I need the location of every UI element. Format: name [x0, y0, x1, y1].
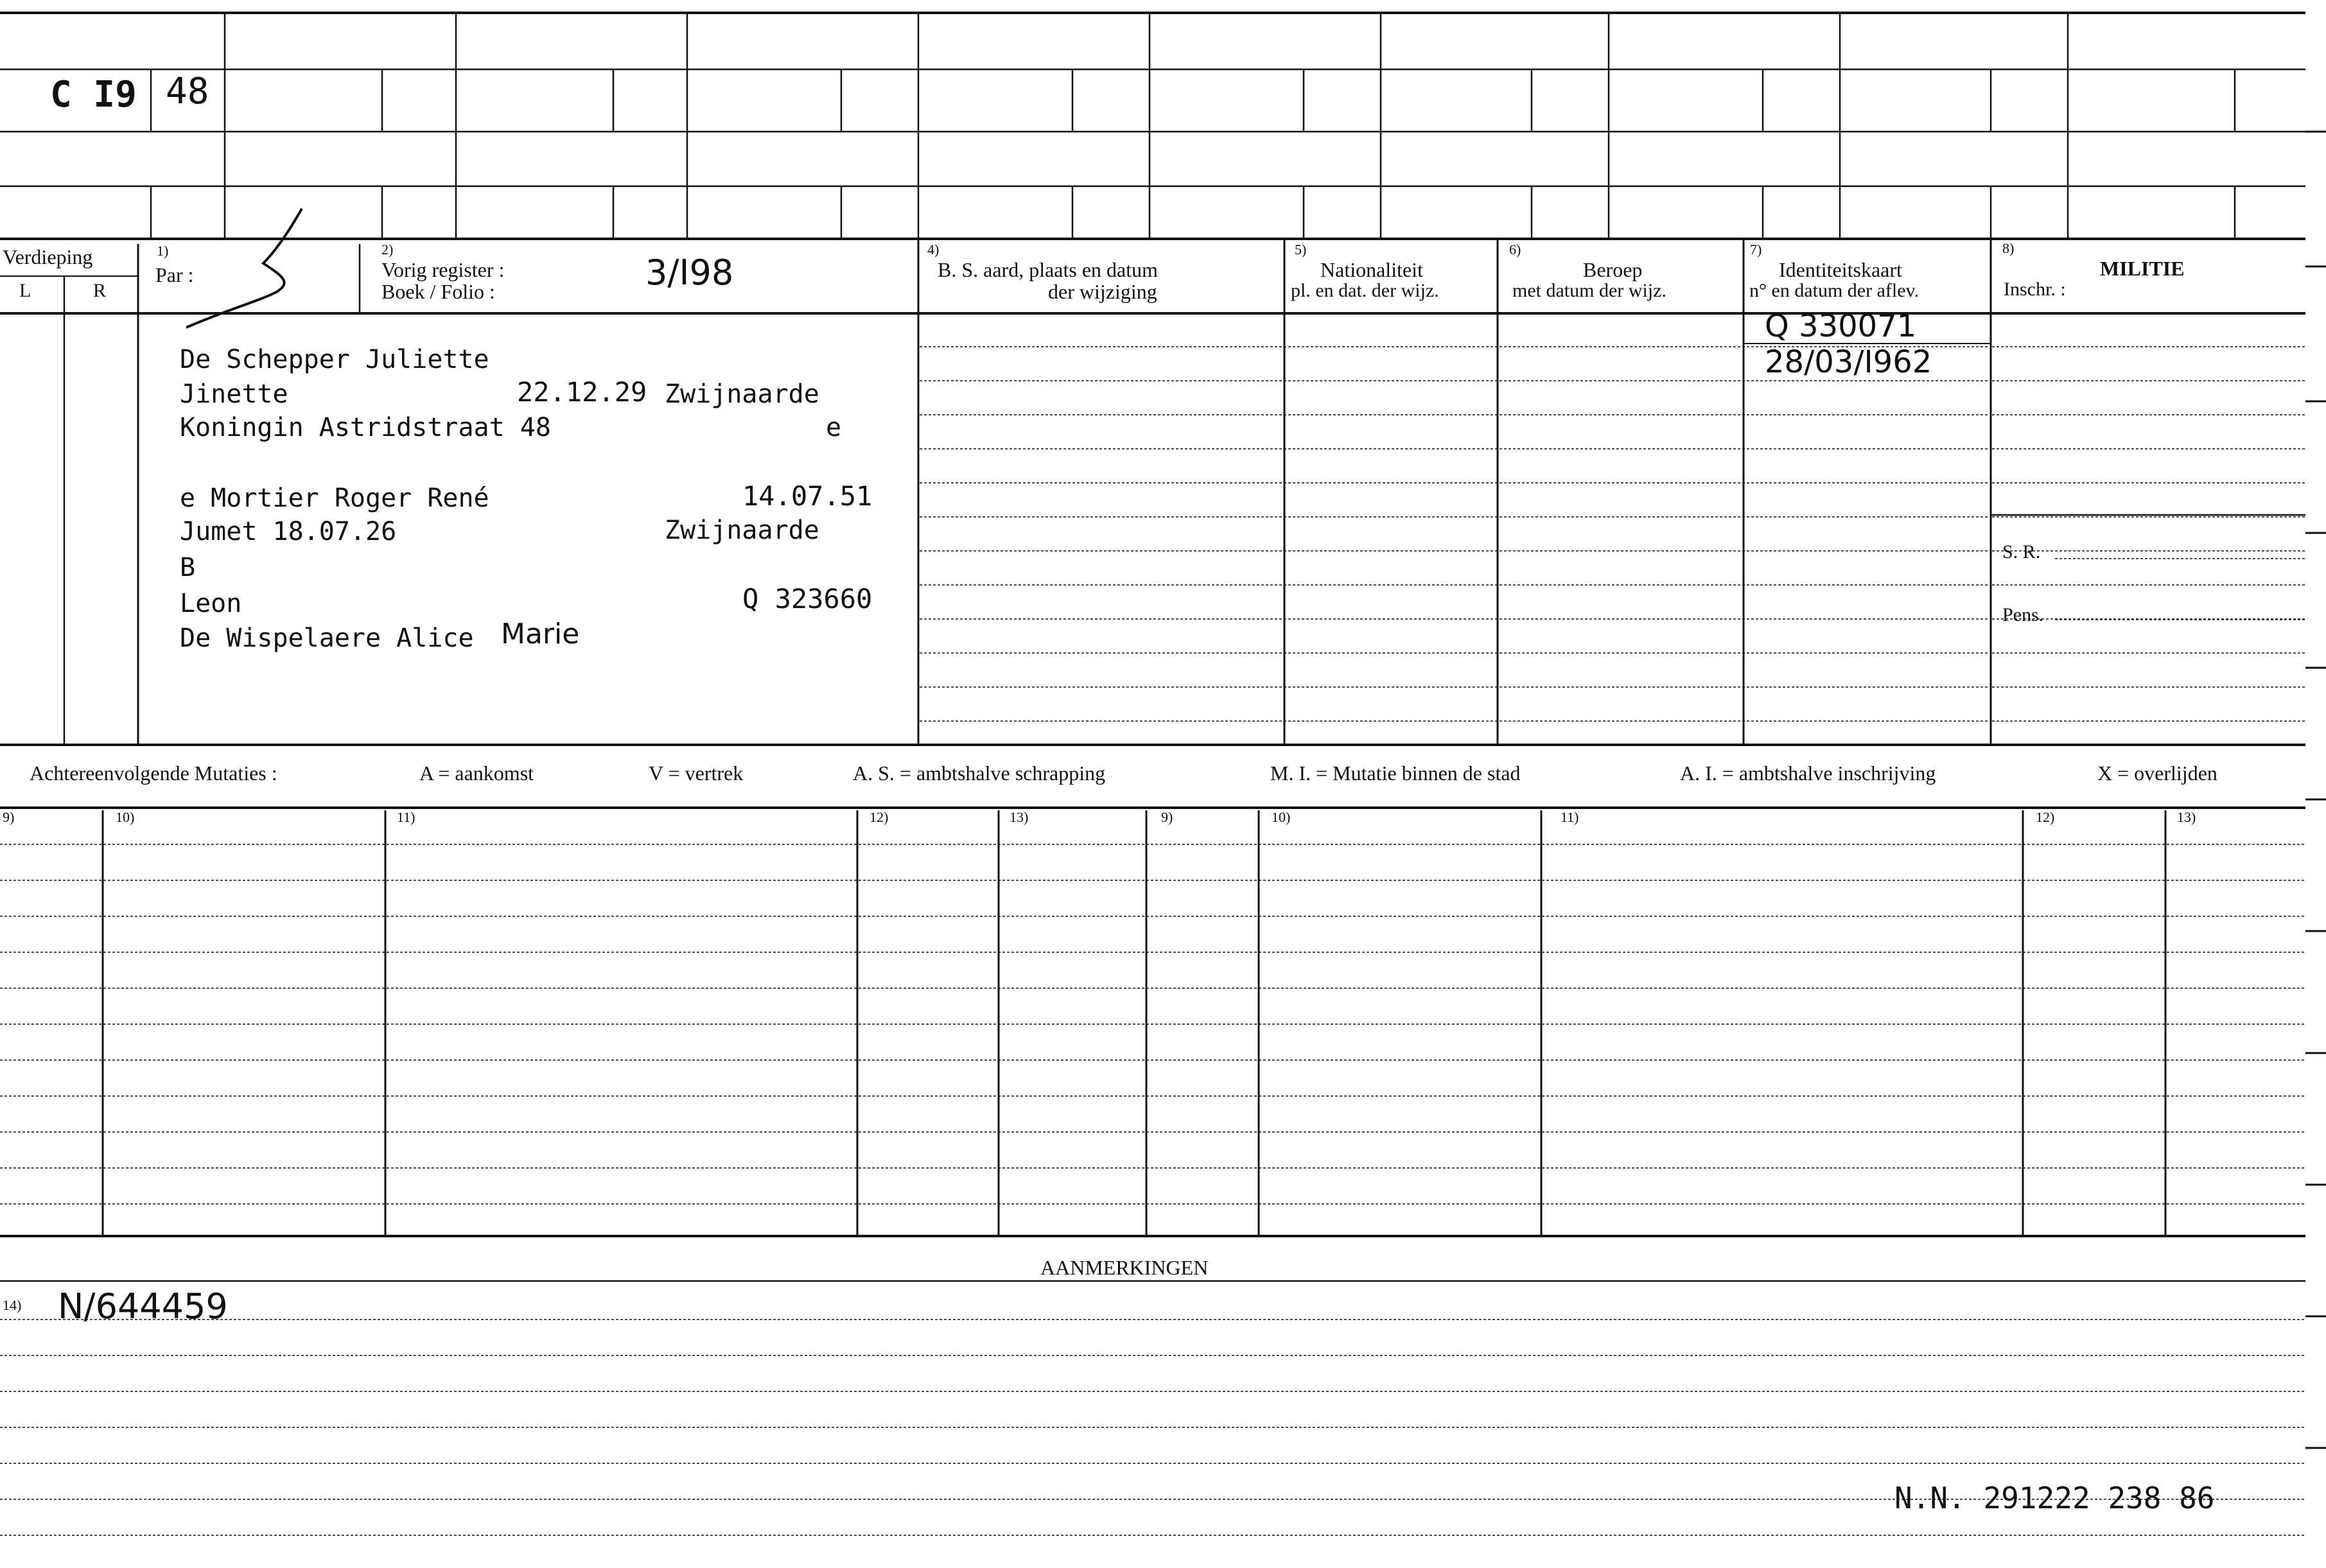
- record-place2: Zwijnaarde: [665, 516, 819, 545]
- col4-header-line2: der wijziging: [1048, 280, 1157, 303]
- col2-number: 2): [381, 241, 394, 257]
- record-extra-name: Marie: [501, 618, 580, 650]
- remarks-value: N/644459: [58, 1286, 228, 1327]
- legend-aankomst: A = aankomst: [419, 762, 534, 785]
- legend-overlijden: X = overlijden: [2097, 762, 2217, 785]
- militie-label: MILITIE: [2100, 257, 2185, 280]
- col6-header-line1: Beroep: [1583, 258, 1643, 281]
- legend-inschrijving: A. I. = ambtshalve inschrijving: [1680, 762, 1936, 785]
- vorig-register-value: 3/I98: [645, 252, 734, 293]
- boek-folio-label: Boek / Folio :: [381, 280, 495, 303]
- verdieping-r-label: R: [93, 280, 107, 301]
- record-line-firstname: Jinette: [180, 379, 288, 409]
- record-line-parent: De Wispelaere Alice: [180, 623, 474, 653]
- mutations-legend-title: Achtereenvolgende Mutaties :: [30, 762, 277, 785]
- record-line-spouse-birth: Jumet 18.07.26: [180, 517, 397, 546]
- col5-number: 5): [1295, 241, 1307, 257]
- col4-number: 4): [927, 241, 940, 257]
- col4-header-line1: B. S. aard, plaats en datum: [938, 258, 1159, 281]
- remarks-number: 14): [3, 1297, 22, 1313]
- verdieping-l-label: L: [19, 280, 31, 301]
- legend-schrapping: A. S. = ambtshalve schrapping: [853, 762, 1106, 785]
- mut-left-col13: 13): [1010, 809, 1029, 825]
- inschr-label: Inschr. :: [2004, 279, 2066, 300]
- mut-right-col12: 12): [2036, 809, 2055, 825]
- record-line-address: Koningin Astridstraat 48: [180, 413, 551, 442]
- mut-left-col12: 12): [870, 809, 889, 825]
- col5-header-line1: Nationaliteit: [1320, 258, 1423, 281]
- legend-mutatie: M. I. = Mutatie binnen de stad: [1270, 762, 1521, 785]
- col6-number: 6): [1509, 241, 1521, 257]
- record-line-b: B: [180, 553, 196, 582]
- mut-right-col13: 13): [2177, 809, 2196, 825]
- par-label: Par :: [155, 263, 194, 286]
- col7-header-line1: Identiteitskaart: [1779, 258, 1902, 281]
- card-number: 48: [166, 71, 209, 112]
- record-mark-e: e: [826, 413, 842, 442]
- sr-label: S. R.: [2002, 541, 2041, 562]
- mut-right-col10: 10): [1272, 809, 1291, 825]
- national-number: N.N. 291222 238 86: [1894, 1481, 2215, 1515]
- record-line-name: De Schepper Juliette: [180, 345, 489, 374]
- mut-left-col11: 11): [397, 809, 415, 825]
- identity-card-number: Q 330071: [1765, 308, 1917, 344]
- col7-header-line2: n° en datum der aflev.: [1749, 280, 1919, 301]
- mut-left-col10: 10): [116, 809, 135, 825]
- record-marriage-date: 14.07.51: [742, 480, 873, 512]
- record-birth-place: Zwijnaarde: [665, 379, 819, 409]
- vorig-register-label: Vorig register :: [381, 258, 505, 281]
- mut-right-col9: 9): [1161, 809, 1173, 825]
- identity-card-date: 28/03/I962: [1765, 344, 1932, 380]
- col7-number: 7): [1750, 241, 1762, 257]
- mut-left-col9: 9): [3, 809, 15, 825]
- pens-label: Pens.: [2002, 604, 2044, 625]
- col8-number: 8): [2002, 240, 2015, 256]
- handwritten-scribble: [186, 209, 302, 327]
- legend-vertrek: V = vertrek: [649, 762, 744, 785]
- record-line-leon: Leon: [180, 589, 242, 618]
- card-code: C I9: [50, 74, 137, 116]
- col6-header-line2: met datum der wijz.: [1512, 280, 1666, 301]
- remarks-title: AANMERKINGEN: [1040, 1256, 1209, 1279]
- record-spouse-id: Q 323660: [742, 583, 873, 614]
- mut-right-col11: 11): [1561, 809, 1579, 825]
- record-birth-date: 22.12.29: [517, 376, 647, 408]
- col5-header-line2: pl. en dat. der wijz.: [1291, 280, 1439, 301]
- verdieping-label: Verdieping: [3, 245, 93, 268]
- col1-number: 1): [157, 243, 169, 259]
- record-line-spouse: e Mortier Roger René: [180, 483, 489, 513]
